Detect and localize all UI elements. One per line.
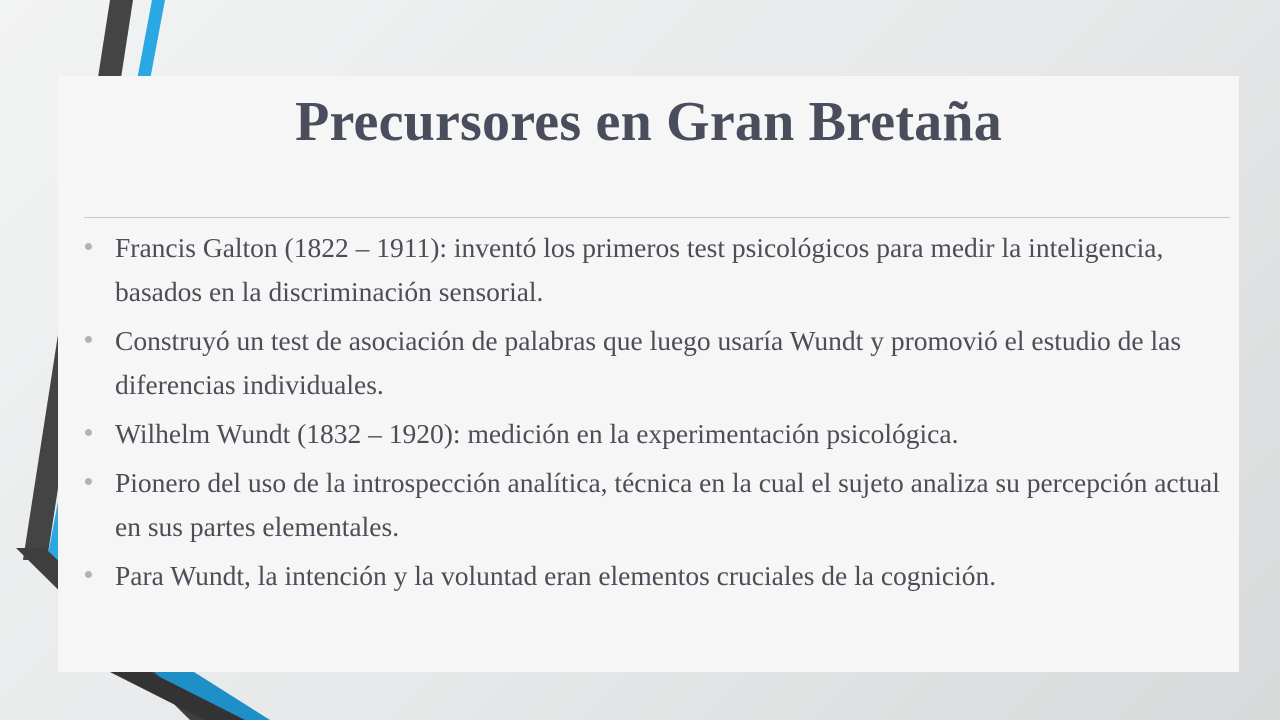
bullet-item xyxy=(80,412,1220,456)
bullet-dot-icon xyxy=(85,478,92,485)
bullet-dot-icon xyxy=(85,429,92,436)
bullet-dot-icon xyxy=(85,571,92,578)
bullet-text: Para Wundt, la intención y la voluntad eran elementos cruciales de la cognición. xyxy=(115,560,997,591)
bullet-text: Wilhelm Wundt (1832 – 1920): medición en la experimentación psicológica. xyxy=(115,418,959,449)
bullet-item xyxy=(80,461,1220,549)
slide-title: Precursores en Gran Bretaña xyxy=(295,91,1002,153)
bullet-text: Construyó un test de asociación de palabras que luego usaría Wundt y promovió el estudio de las diferencias individuales. xyxy=(115,325,1182,400)
bullet-dot-icon xyxy=(85,243,92,250)
bullet-item xyxy=(80,319,1220,407)
bullet-item xyxy=(80,554,1220,598)
bullet-item xyxy=(80,226,1220,314)
bullet-text: Pionero del uso de la introspección analítica, técnica en la cual el sujeto analiza su percepción actual en sus partes elementales. xyxy=(115,467,1220,542)
slide-content-card xyxy=(58,76,1239,672)
title-divider xyxy=(84,217,1230,218)
bullet-list xyxy=(80,226,1220,603)
bullet-dot-icon xyxy=(85,336,92,343)
bullet-text: Francis Galton (1822 – 1911): inventó los primeros test psicológicos para medir la inteligencia, basados en la discriminación sensorial. xyxy=(115,232,1164,307)
